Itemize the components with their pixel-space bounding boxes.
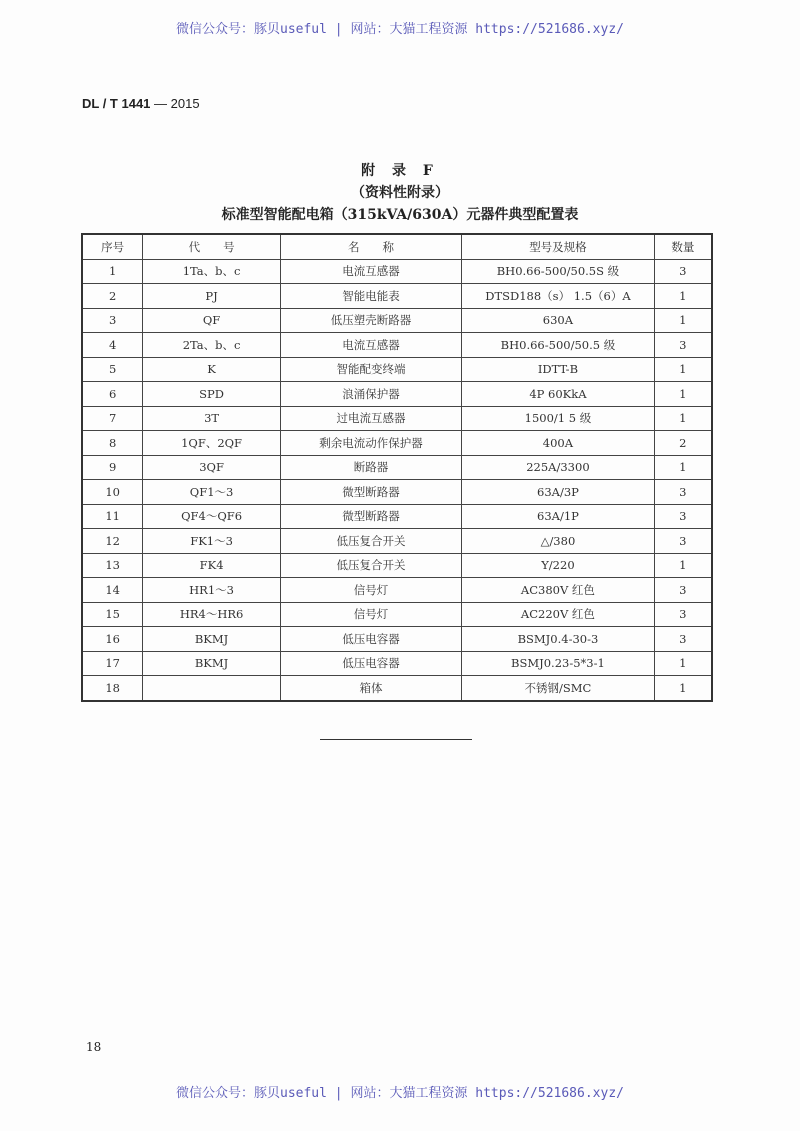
table-cell: 低压复合开关 [280,529,461,554]
table-cell: 11 [82,504,143,529]
table-row [82,406,712,431]
table-cell: 剩余电流动作保护器 [280,431,461,456]
table-cell [143,676,281,701]
table-cell: 2 [654,431,712,456]
table-cell: 1QF、2QF [143,431,281,456]
table-cell: 1 [82,259,143,284]
table-cell: 1 [654,406,712,431]
standard-number [82,96,200,111]
table-row [82,627,712,652]
table-cell: 13 [82,553,143,578]
table-cell: 10 [82,480,143,505]
table-cell: 1500/1 5 级 [462,406,654,431]
table-cell: 4 [82,333,143,358]
table-row [82,357,712,382]
table-cell: 1 [654,455,712,480]
table-cell: 1Ta、b、c [143,259,281,284]
table-cell: 3 [654,529,712,554]
table-cell: 智能电能表 [280,284,461,309]
table-cell: 1 [654,676,712,701]
table-cell: BKMJ [143,627,281,652]
table-cell: 3 [654,602,712,627]
standard-year: — 2015 [154,96,200,111]
watermark-top: 微信公众号：豚贝useful | 网站：大猫工程资源 https://521686.xyz/ [176,22,624,37]
table-row [82,480,712,505]
table-cell: SPD [143,382,281,407]
column-header: 型号及规格 [462,234,654,259]
table-cell: 9 [82,455,143,480]
table-cell: 18 [82,676,143,701]
table-cell: 7 [82,406,143,431]
table-cell: 1 [654,308,712,333]
table-row [82,284,712,309]
table-row [82,529,712,554]
table-row [82,504,712,529]
table-cell: 3QF [143,455,281,480]
table-cell: DTSD188（s） 1.5（6）A [462,284,654,309]
table-cell: 2 [82,284,143,309]
table-cell: FK4 [143,553,281,578]
table-row [82,553,712,578]
table-cell: 1 [654,382,712,407]
table-cell: 低压电容器 [280,651,461,676]
table-cell: 微型断路器 [280,504,461,529]
appendix-title: 附 录 F [361,163,439,179]
table-cell: 2Ta、b、c [143,333,281,358]
table-cell: BH0.66-500/50.5S 级 [462,259,654,284]
table-cell: 12 [82,529,143,554]
table-cell: 信号灯 [280,602,461,627]
table-cell: 3 [654,504,712,529]
table-cell: 低压电容器 [280,627,461,652]
table-cell: BSMJ0.23-5*3-1 [462,651,654,676]
table-cell: 17 [82,651,143,676]
column-header: 名 称 [280,234,461,259]
table-cell: 225A/3300 [462,455,654,480]
table-cell: BSMJ0.4-30-3 [462,627,654,652]
table-cell: 3 [654,480,712,505]
table-cell: 电流互感器 [280,259,461,284]
table-cell: BH0.66-500/50.5 级 [462,333,654,358]
table-row [82,578,712,603]
page-number: 18 [86,1040,102,1054]
watermark-bottom: 微信公众号：豚贝useful | 网站：大猫工程资源 https://521686.xyz/ [176,1086,624,1101]
table-caption: 标准型智能配电箱（315kVA/630A）元器件典型配置表 [221,207,579,223]
table-cell: 400A [462,431,654,456]
table-cell: HR1～3 [143,578,281,603]
table-row [82,676,712,701]
table-cell: 3T [143,406,281,431]
configuration-table [81,233,713,702]
table-cell: 5 [82,357,143,382]
table-cell: 电流互感器 [280,333,461,358]
table-cell: 智能配变终端 [280,357,461,382]
table-cell: QF [143,308,281,333]
table-row [82,259,712,284]
table-cell: 3 [654,627,712,652]
table-row [82,602,712,627]
table-cell: 6 [82,382,143,407]
table-cell: 不锈钢/SMC [462,676,654,701]
appendix-type: （资料性附录） [351,185,449,201]
table-row [82,308,712,333]
column-header: 序号 [82,234,143,259]
table-cell: 过电流互感器 [280,406,461,431]
table-row [82,382,712,407]
table-cell: 3 [654,259,712,284]
table-cell: 8 [82,431,143,456]
column-header: 数量 [654,234,712,259]
table-cell: 14 [82,578,143,603]
table-cell: 3 [654,333,712,358]
table-cell: △/380 [462,529,654,554]
table-cell: BKMJ [143,651,281,676]
standard-code: DL / T 1441 [82,96,151,111]
table-row [82,333,712,358]
table-cell: 1 [654,284,712,309]
table-cell: 63A/1P [462,504,654,529]
table-cell: K [143,357,281,382]
table-cell: 断路器 [280,455,461,480]
table-cell: 微型断路器 [280,480,461,505]
table-cell: 3 [654,578,712,603]
table-cell: 箱体 [280,676,461,701]
table-cell: 63A/3P [462,480,654,505]
table-row [82,455,712,480]
end-rule [320,739,472,740]
table-cell: QF4～QF6 [143,504,281,529]
table-cell: 4P 60KkA [462,382,654,407]
table-cell: HR4～HR6 [143,602,281,627]
table-header [82,234,712,259]
table-cell: 3 [82,308,143,333]
table-cell: 低压复合开关 [280,553,461,578]
table-cell: 低压塑壳断路器 [280,308,461,333]
table-cell: FK1～3 [143,529,281,554]
table-row [82,651,712,676]
table-row [82,431,712,456]
table-cell: 浪涌保护器 [280,382,461,407]
table-cell: 1 [654,651,712,676]
table-cell: 1 [654,553,712,578]
table-cell: 630A [462,308,654,333]
table-cell: 信号灯 [280,578,461,603]
table-cell: IDTT-B [462,357,654,382]
table-cell: 16 [82,627,143,652]
table-cell: PJ [143,284,281,309]
table-cell: AC380V 红色 [462,578,654,603]
column-header: 代 号 [143,234,281,259]
table-cell: Y/220 [462,553,654,578]
table-cell: 1 [654,357,712,382]
table-cell: QF1～3 [143,480,281,505]
table-cell: AC220V 红色 [462,602,654,627]
table-cell: 15 [82,602,143,627]
